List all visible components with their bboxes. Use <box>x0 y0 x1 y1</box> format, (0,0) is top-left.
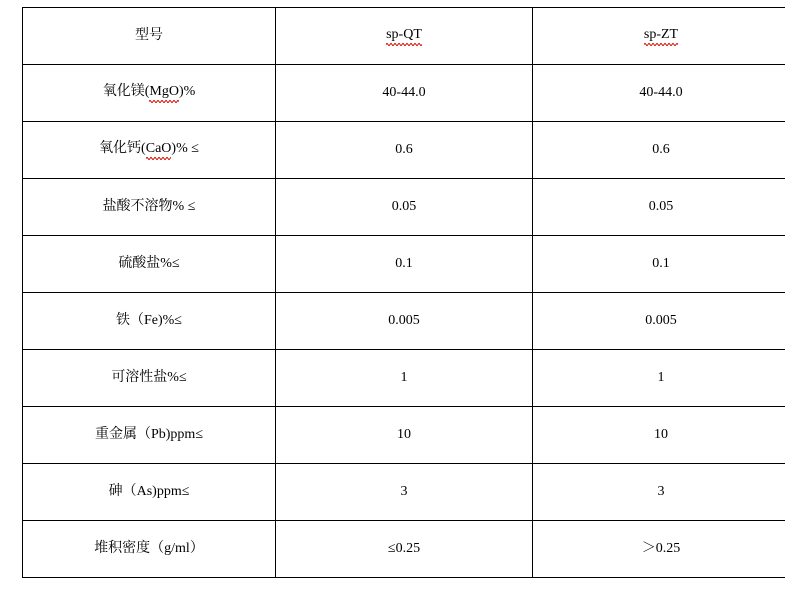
table-row <box>23 179 785 236</box>
header-model-label: 型号 <box>135 28 163 45</box>
row-value-label: 1 <box>658 370 665 387</box>
row-value-spzt <box>533 236 785 293</box>
row-value-label: 0.05 <box>649 199 674 216</box>
table-row <box>23 236 785 293</box>
row-value-spqt <box>276 521 533 578</box>
row-name-cell <box>23 236 276 293</box>
row-value-spqt <box>276 350 533 407</box>
row-value-label: 3 <box>401 484 408 501</box>
row-value-spzt <box>533 407 785 464</box>
row-value-label: 40-44.0 <box>382 85 425 102</box>
row-name-cell <box>23 464 276 521</box>
spellcheck-fragment: CaO <box>146 141 172 159</box>
row-value-label: 0.005 <box>388 313 420 330</box>
row-value-label: 1 <box>401 370 408 387</box>
table-row <box>23 407 785 464</box>
header-spzt-label: sp-ZT <box>644 27 678 45</box>
header-cell-spqt <box>276 8 533 65</box>
row-value-spqt <box>276 407 533 464</box>
row-name-cell <box>23 122 276 179</box>
row-value-label: 0.6 <box>652 142 670 159</box>
row-value-label: 10 <box>397 427 411 444</box>
row-value-spzt <box>533 65 785 122</box>
document-page <box>0 7 785 599</box>
row-name-label: 硫酸盐%≤ <box>118 256 179 273</box>
row-value-label: 0.1 <box>652 256 670 273</box>
table-row <box>23 521 785 578</box>
table-row <box>23 293 785 350</box>
table-row <box>23 350 785 407</box>
header-cell-spzt <box>533 8 785 65</box>
row-value-spqt <box>276 236 533 293</box>
row-value-spqt <box>276 179 533 236</box>
row-name-label: 可溶性盐%≤ <box>111 370 186 387</box>
row-value-label: ≤0.25 <box>388 541 420 558</box>
row-value-label: ＞0.25 <box>642 541 681 558</box>
table-header-row <box>23 8 785 65</box>
row-value-spqt <box>276 65 533 122</box>
row-name-cell <box>23 293 276 350</box>
row-name-label: 氧化钙(CaO)% ≤ <box>99 141 199 159</box>
row-name-cell <box>23 350 276 407</box>
row-name-label: 铁（Fe)%≤ <box>116 313 182 330</box>
row-name-cell <box>23 407 276 464</box>
table-row <box>23 65 785 122</box>
row-name-cell <box>23 521 276 578</box>
row-name-label: 盐酸不溶物% ≤ <box>103 199 196 216</box>
row-value-spqt <box>276 464 533 521</box>
row-value-label: 40-44.0 <box>639 85 682 102</box>
row-value-spzt <box>533 521 785 578</box>
row-name-cell <box>23 179 276 236</box>
row-value-spzt <box>533 350 785 407</box>
header-spqt-label: sp-QT <box>386 27 422 45</box>
table-row <box>23 464 785 521</box>
row-value-label: 10 <box>654 427 668 444</box>
row-value-spzt <box>533 179 785 236</box>
row-value-spqt <box>276 122 533 179</box>
row-name-label: 重金属（Pb)ppm≤ <box>95 427 203 444</box>
row-value-label: 3 <box>658 484 665 501</box>
header-cell-model <box>23 8 276 65</box>
row-value-label: 0.6 <box>395 142 413 159</box>
row-name-label: 砷（As)ppm≤ <box>109 484 190 501</box>
row-value-label: 0.005 <box>645 313 677 330</box>
row-value-label: 0.1 <box>395 256 413 273</box>
row-value-spzt <box>533 293 785 350</box>
spellcheck-fragment: MgO <box>149 84 179 102</box>
specification-table <box>22 7 785 578</box>
row-value-label: 0.05 <box>392 199 417 216</box>
row-name-label: 氧化镁(MgO)% <box>103 84 196 102</box>
table-row <box>23 122 785 179</box>
row-name-cell <box>23 65 276 122</box>
row-name-label: 堆积密度（g/ml） <box>94 541 204 558</box>
row-value-spzt <box>533 464 785 521</box>
row-value-spzt <box>533 122 785 179</box>
row-value-spqt <box>276 293 533 350</box>
